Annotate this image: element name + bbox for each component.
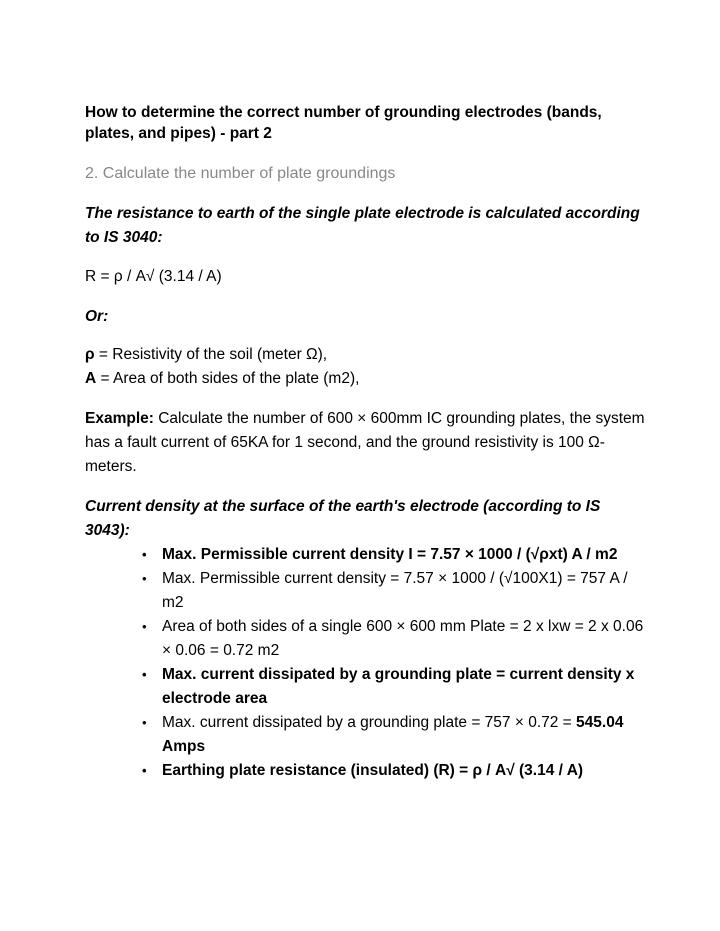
bullet-icon: • [142,571,147,586]
rho-definition-text: = Resistivity of the soil (meter Ω), [94,346,328,363]
definition-area [85,367,645,391]
list-item [85,615,645,663]
or-label: Or: [85,308,109,325]
intro-paragraph: The resistance to earth of the single plate electrode is calculated according to IS 3040: [85,205,640,246]
calculation-list [85,543,645,783]
list-item-text: Area of both sides of a single 600 × 600 mm Plate = 2 x lxw = 2 x 0.06 × 0.06 = 0.72 m2 [162,618,644,659]
section-subtitle: 2. Calculate the number of plate groundings [85,165,396,182]
document-page [85,102,645,783]
example-paragraph [85,407,645,479]
list-item [85,567,645,615]
resistance-formula: R = ρ / A√ (3.14 / A) [85,268,222,285]
current-density-heading: Current density at the surface of the earth's electrode (according to IS 3043): [85,498,601,539]
example-label: Example: [85,410,154,427]
list-item-text: Max. Permissible current density = 7.57 × 1000 / (√100X1) = 757 A / m2 [162,570,628,611]
definition-rho [85,343,645,367]
list-item [85,711,645,759]
bullet-icon: • [142,619,147,634]
list-item [85,543,645,567]
bullet-icon: • [142,667,147,682]
area-definition-text: = Area of both sides of the plate (m2), [96,370,360,387]
list-item-text: Earthing plate resistance (insulated) (R) = ρ / A√ (3.14 / A) [162,762,584,779]
example-text: Calculate the number of 600 × 600mm IC grounding plates, the system has a fault current of 65KA for 1 second, and the ground resistivity is 100 Ω-meters. [85,410,645,475]
bullet-icon: • [142,715,147,730]
list-item-value: 545.04 Amps [162,714,624,755]
bullet-icon: • [142,763,147,778]
area-symbol: A [85,370,97,387]
bullet-icon: • [142,547,147,562]
list-item-text: Max. current dissipated by a grounding plate = 757 × 0.72 = [162,714,577,731]
list-item [85,759,645,783]
list-item-text: Max. Permissible current density I = 7.57 × 1000 / (√ρxt) A / m2 [162,546,618,563]
rho-symbol: ρ [85,346,95,363]
document-title: How to determine the correct number of grounding electrodes (bands, plates, and pipes) - part 2 [85,104,602,142]
list-item [85,663,645,711]
list-item-text: Max. current dissipated by a grounding plate = current density x electrode area [162,666,635,707]
